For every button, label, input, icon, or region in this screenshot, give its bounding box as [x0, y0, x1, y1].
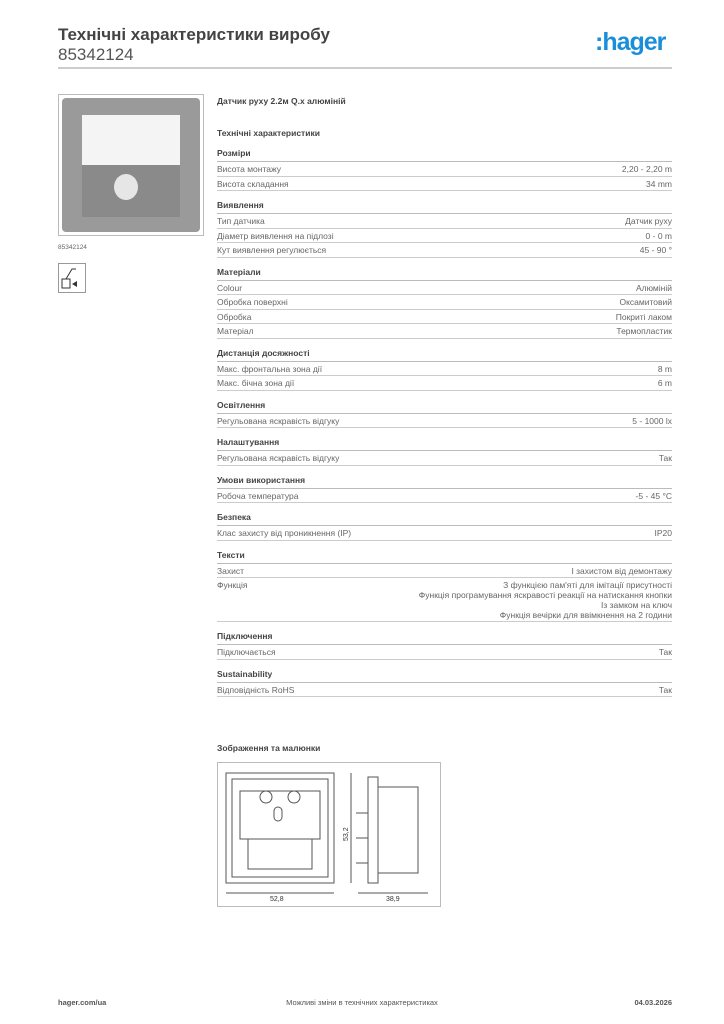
specs-title: Технічні характеристики — [217, 128, 320, 138]
spec-value: Датчик руху — [625, 216, 672, 226]
depth-dimension: 38,9 — [386, 896, 400, 903]
spec-label: Кут виявлення регулюється — [217, 245, 327, 255]
spec-value: Оксамитовий — [619, 297, 672, 307]
spec-label: Відповідність RoHS — [217, 684, 295, 695]
spec-row — [217, 526, 672, 541]
spec-section — [217, 512, 672, 541]
spec-row — [217, 376, 672, 391]
drawings-title: Зображення та малюнки — [217, 743, 321, 753]
spec-value: 8 m — [657, 363, 672, 374]
spec-value: І захистом від демонтажу — [571, 565, 672, 576]
hager-logo: :hager — [595, 28, 666, 56]
page-title: Технічні характеристики виробу — [58, 25, 330, 44]
spec-value: Покриті лаком — [615, 311, 672, 322]
spec-row — [217, 489, 672, 504]
spec-label: Обробка поверхні — [217, 297, 288, 307]
spec-value: 5 - 1000 lx — [632, 415, 672, 426]
spec-content — [217, 96, 672, 706]
spec-value: 45 - 90 ° — [639, 245, 672, 255]
spec-value: 0 - 0 m — [645, 230, 672, 241]
section-title: Sustainability — [217, 669, 672, 683]
spec-row — [217, 295, 672, 310]
spec-section — [217, 400, 672, 429]
spec-label: Функція — [217, 580, 248, 590]
spec-row — [217, 229, 672, 244]
section-title: Тексти — [217, 550, 672, 564]
width-dimension: 52,8 — [270, 896, 284, 903]
spec-label: Робоча температура — [217, 490, 299, 501]
photo-caption: 85342124 — [58, 244, 87, 251]
spec-section — [217, 437, 672, 466]
product-name: Датчик руху 2.2м Q.x алюміній — [217, 96, 346, 106]
spec-value: 6 m — [657, 378, 672, 388]
spec-value: Так — [658, 453, 672, 463]
section-title: Підключення — [217, 631, 672, 645]
spec-label: Підключається — [217, 647, 276, 657]
spec-label: Макс. бічна зона дії — [217, 378, 295, 388]
spec-label: Макс. фронтальна зона дії — [217, 363, 323, 374]
dimension-drawing — [217, 762, 441, 907]
spec-row — [217, 324, 672, 339]
spec-section — [217, 148, 672, 191]
spec-row — [217, 414, 672, 429]
spec-label: Регульована яскравість відгуку — [217, 415, 340, 426]
section-title: Дистанція досяжності — [217, 348, 672, 362]
spec-section — [217, 631, 672, 660]
section-title: Розміри — [217, 148, 672, 162]
spec-row — [217, 214, 672, 229]
spec-label: Регульована яскравість відгуку — [217, 453, 340, 463]
spec-label: Висота складання — [217, 178, 289, 189]
spec-row — [217, 362, 672, 377]
footer-url[interactable]: hager.com/ua — [58, 998, 107, 1007]
spec-row — [217, 645, 672, 660]
spec-row — [217, 578, 672, 622]
spec-label: Матеріал — [217, 326, 254, 336]
spec-value: Термопластик — [616, 326, 672, 336]
spec-value: 34 mm — [646, 178, 672, 189]
spec-row — [217, 281, 672, 296]
section-title: Освітлення — [217, 400, 672, 414]
spec-row — [217, 451, 672, 466]
spec-value: Так — [658, 684, 672, 695]
spec-label: Клас захисту від проникнення (IP) — [217, 528, 352, 538]
spec-section — [217, 348, 672, 391]
spec-section — [217, 550, 672, 623]
spec-section — [217, 669, 672, 698]
motion-sensor-symbol-icon — [58, 263, 86, 293]
section-title: Безпека — [217, 512, 672, 526]
spec-section — [217, 267, 672, 339]
spec-section — [217, 200, 672, 258]
spec-row — [217, 310, 672, 325]
spec-label: Висота монтажу — [217, 164, 282, 174]
spec-label: Захист — [217, 565, 245, 576]
product-photo — [58, 94, 204, 236]
header-divider — [58, 67, 672, 69]
spec-value: IP20 — [654, 528, 672, 538]
spec-value: Так — [658, 647, 672, 657]
spec-value: З функцією пам'яті для імітації присутності Функція програмування яскравості реакції на натискання кнопки Із замком на ключ Функція вечірки для ввімкнення на 2 години — [418, 580, 672, 620]
spec-row — [217, 564, 672, 579]
spec-label: Діаметр виявлення на підлозі — [217, 230, 334, 241]
section-title: Матеріали — [217, 267, 672, 281]
spec-section — [217, 475, 672, 504]
height-dimension: 53,2 — [343, 827, 350, 841]
spec-value: Алюміній — [636, 282, 672, 293]
spec-row — [217, 243, 672, 258]
product-code: 85342124 — [58, 45, 134, 64]
section-title: Налаштування — [217, 437, 672, 451]
spec-row — [217, 177, 672, 192]
section-title: Умови використання — [217, 475, 672, 489]
spec-row — [217, 162, 672, 177]
footer-note: Можливі зміни в технічних характеристиках — [286, 998, 438, 1007]
spec-row — [217, 683, 672, 698]
section-title: Виявлення — [217, 200, 672, 214]
spec-value: 2,20 - 2,20 m — [621, 164, 672, 174]
spec-label: Colour — [217, 282, 243, 293]
spec-label: Обробка — [217, 311, 252, 322]
spec-value: -5 - 45 °C — [635, 490, 672, 501]
spec-label: Тип датчика — [217, 216, 265, 226]
footer-date: 04.03.2026 — [634, 998, 672, 1007]
